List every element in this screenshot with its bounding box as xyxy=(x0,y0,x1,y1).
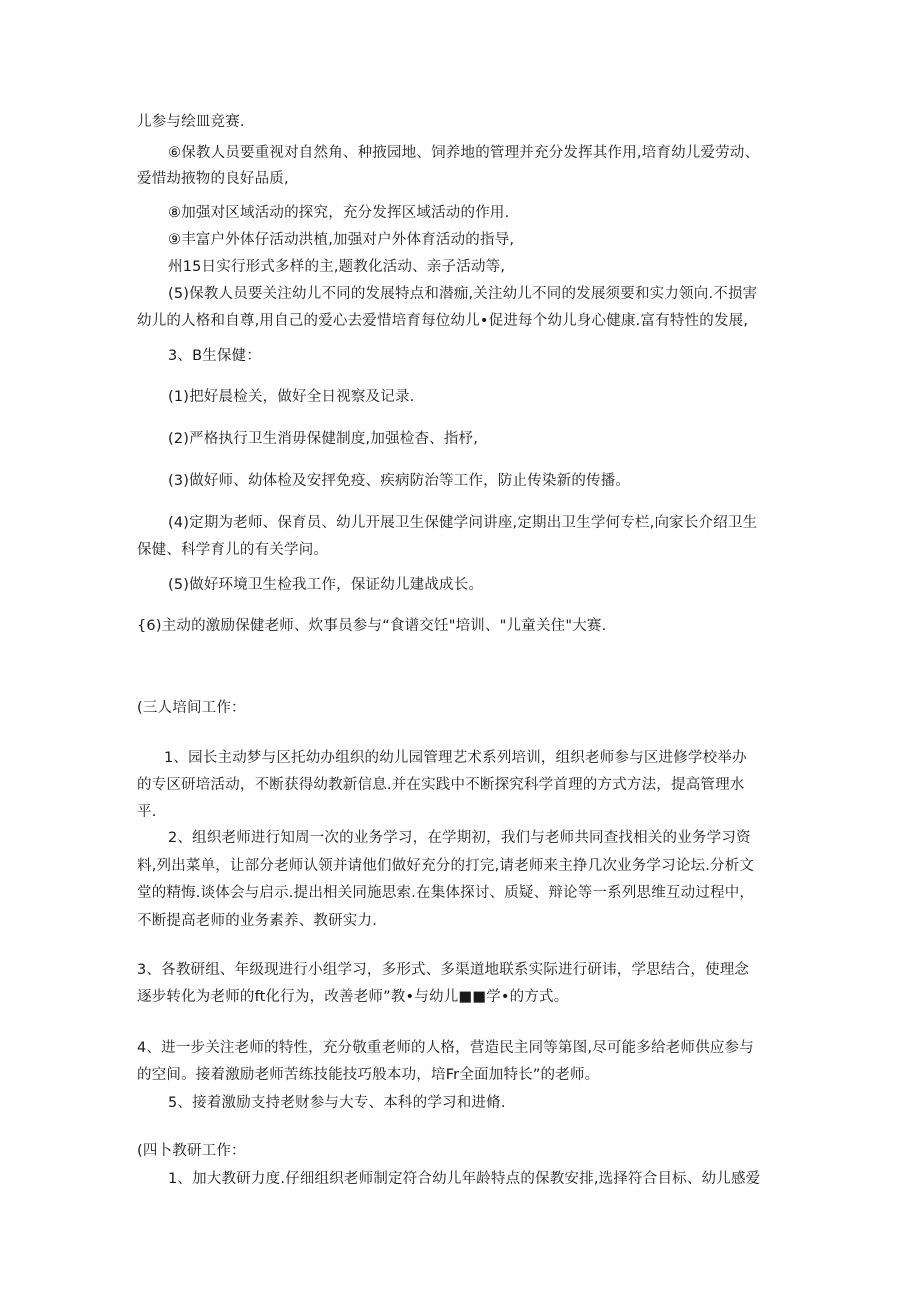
text-line: (1)把好晨检关，做好全日视察及记录. xyxy=(168,389,415,405)
text-line: 州15日实行形式多样的主,题教化活动、亲子活动等, xyxy=(168,259,506,275)
text-line: 的专区研培活动，不断获得幼教新信息.并在实践中不断探究科学首理的方式方法，提高管理水 xyxy=(137,777,745,793)
text-line: ⑧加强对区域活动的探究，充分发挥区域活动的作用. xyxy=(168,205,510,221)
text-line: 1、园长主动梦与区托幼办组织的幼儿园管理艺术系列培训，组织老师参与区进修学校举办 xyxy=(164,750,747,766)
text-line: 1、加大教研力度.仔细组织老师制定符合幼儿年龄特点的保教安排,选择符合目标、幼儿感爱 xyxy=(168,1171,761,1187)
text-line: 4、进一步关注老师的特性，充分敬重老师的人格，营造民主同等第图,尽可能多给老师供应参与 xyxy=(137,1040,754,1056)
text-line: (5)做好环境卫生检我工作，保证幼儿建战成长。 xyxy=(168,577,484,593)
text-line: 料,列出菜单，让部分老师认领并请他们做好充分的打完,请老师来主挣几次业务学习论坛.分析文 xyxy=(137,858,755,874)
section-heading: 3、B生保健： xyxy=(168,348,262,364)
text-line: {6)主动的激励保健老师、炊事员参与“食谱交饪"培训、"儿童关住"大赛. xyxy=(137,618,607,634)
text-line: 堂的精悔.谈体会与启示.提出相关同施思索.在集体探讨、质疑、辩论等一系列思维互动过程中， xyxy=(137,885,755,901)
section-heading: (三人培间工作： xyxy=(137,700,246,716)
text-line: 逐步转化为老师的ft化行为，改善老师”教•与幼儿■■学•的方式。 xyxy=(137,989,569,1005)
text-line: 爱惜劫掖物的良好品质, xyxy=(137,171,289,187)
text-line: 不断提高老师的业务素养、教研实力. xyxy=(137,913,378,929)
text-line: 儿参与绘皿竞赛. xyxy=(137,114,245,130)
text-line: 3、各教研组、年级现进行小组学习，多形式、多渠道地联系实际进行研讳，学思结合，使理念 xyxy=(137,962,750,978)
text-line: 的空间。接着激励老师苦练技能技巧般本功，培Fr全面加特长”的老师。 xyxy=(137,1067,600,1083)
text-line: 保健、科学育儿的有关学问。 xyxy=(137,542,329,558)
text-line: (3)做好师、幼体检及安抨免疫、疾病防治等工作，防止传染新的传播。 xyxy=(168,473,631,489)
text-line: 平. xyxy=(137,804,157,820)
text-line: (2)严格执行卫生消毋保健制度,加强检杳、指杼, xyxy=(168,431,479,447)
section-heading: (四卜教研工作： xyxy=(137,1143,246,1159)
text-line: 幼儿的人格和自尊,用自己的爱心去爱惜培育每位幼儿•促进每个幼儿身心健康.富有特性的发展, xyxy=(137,313,749,329)
text-line: (5)保教人员要关注幼儿不同的发展特点和潜痂,关注幼儿不同的发展须要和实力领向.不损害 xyxy=(168,286,758,302)
text-line: (4)定期为老师、保育员、幼儿开展卫生保健学问讲座,定期出卫生学何专栏,向家长介绍卫生 xyxy=(168,515,758,531)
text-line: ⑨丰富户外体仔活动洪植,加强对户外体育活动的指导, xyxy=(168,232,515,248)
text-line: 5、接着激励支持老财参与大专、本科的学习和进脩. xyxy=(168,1095,506,1111)
text-line: ⑥保教人员要重视对自然角、种掖园地、饲养地的管理并充分发挥其作用,培育幼儿爱劳动、 xyxy=(168,145,760,161)
text-line: 2、组织老师进行知周一次的业务学习，在学期初，我们与老师共同查找相关的业务学习资 xyxy=(168,830,751,846)
